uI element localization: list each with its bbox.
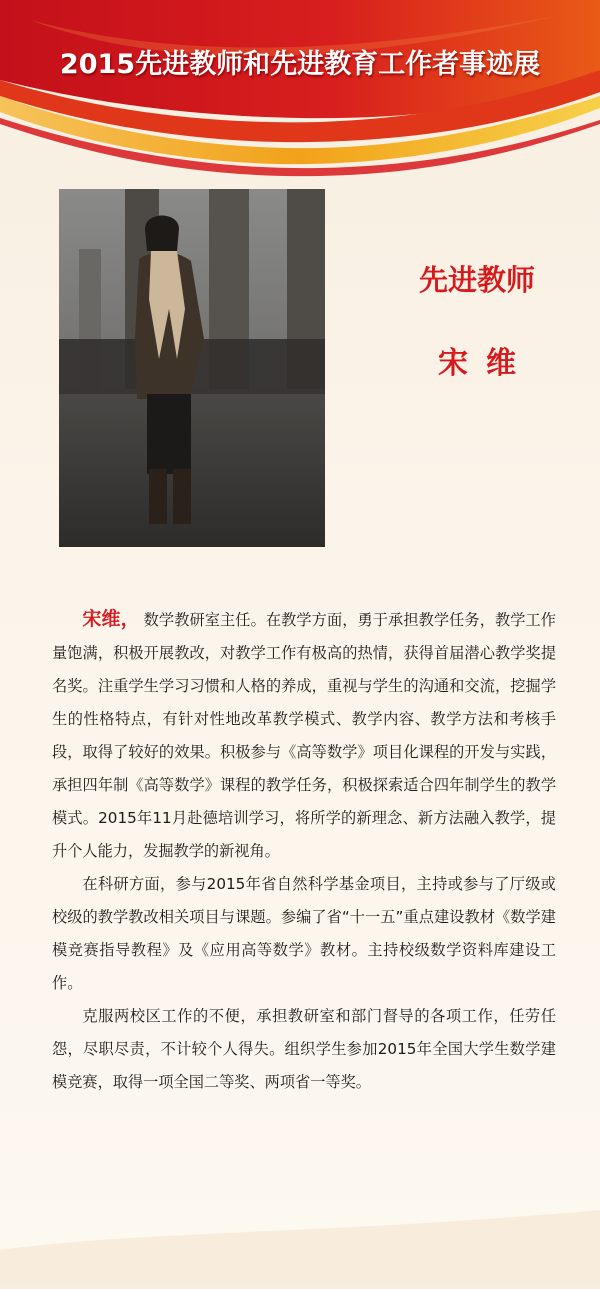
lead-name: 宋维， bbox=[82, 608, 140, 630]
biography-paragraph-3: 克服两校区工作的不便，承担教研室和部门督导的各项工作，任劳任怨，尽职尽责，不计较个人得失。组织学生参加2015年全国大学生数学建模竞赛，取得一项全国二等奖、两项省一等奖。 bbox=[52, 1007, 556, 1091]
portrait-illustration bbox=[59, 189, 325, 547]
biography-paragraph-2: 在科研方面，参与2015年省自然科学基金项目，主持或参与了厅级或校级的教学教改相关项目与课题。参编了省“十一五”重点建设教材《数学建模竞赛指导教程》及《应用高等数学》教材。主持校级数学资料库建设工作。 bbox=[52, 875, 556, 992]
award-title: 先进教师 bbox=[418, 263, 535, 297]
biography-paragraph-1 bbox=[52, 603, 556, 868]
biography-text bbox=[52, 603, 556, 1099]
page-title: 2015先进教师和先进教育工作者事迹展 bbox=[59, 49, 541, 80]
header-swoosh-decoration bbox=[0, 0, 600, 180]
portrait-photo bbox=[59, 189, 325, 547]
header-banner bbox=[0, 0, 600, 180]
footer-decoration bbox=[0, 1190, 600, 1285]
person-name: 宋维 bbox=[438, 346, 534, 381]
paragraph-1-text: 数学教研室主任。在教学方面，勇于承担教学任务，教学工作量饱满，积极开展教改，对教学工作有极高的热情，获得首届潜心教学奖提名奖。注重学生学习习惯和人格的养成，重视与学生的沟通和交流，挖掘学生的性格特点，有针对性地改革教学模式、教学内容、教学方法和考核手段，取得了较好的效果。积极参与《高等数学》项目化课程的开发与实践，承担四年制《高等数学》课程的教学任务，积极探索适合四年制学生的教学模式。2015年11月赴德培训学习，将所学的新理念、新方法融入教学，提升个人能力，发掘教学的新视角。 bbox=[52, 611, 556, 860]
